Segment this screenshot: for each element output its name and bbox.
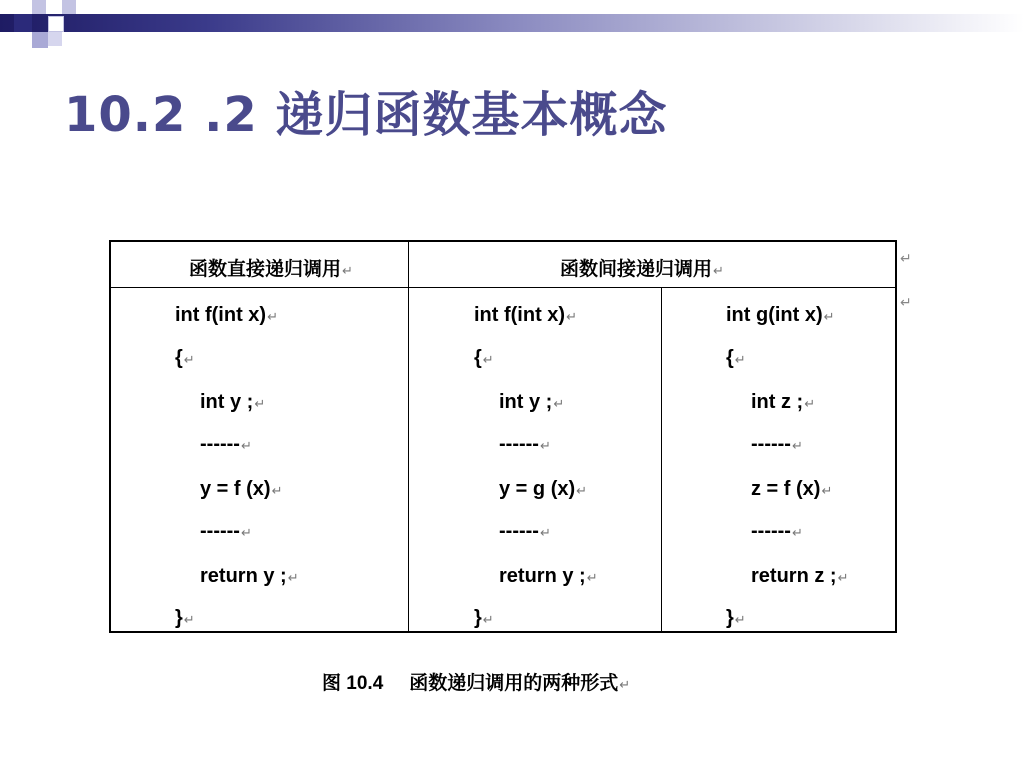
code-line: ------↵ xyxy=(499,520,551,542)
code-line: return y ;↵ xyxy=(499,565,598,587)
code-line: return y ;↵ xyxy=(200,565,299,587)
code-line: }↵ xyxy=(726,607,746,629)
decor-square-light xyxy=(62,0,76,14)
code-line: {↵ xyxy=(474,347,494,369)
code-line: y = g (x)↵ xyxy=(499,478,588,500)
recursion-figure-table xyxy=(109,240,897,633)
code-line: int f(int x)↵ xyxy=(175,304,278,326)
code-line: {↵ xyxy=(726,347,746,369)
code-line: int z ;↵ xyxy=(751,391,816,413)
code-line: return z ;↵ xyxy=(751,565,849,587)
decor-square-dark xyxy=(14,14,32,32)
page-title: 10.2 .2 递归函数基本概念 xyxy=(64,87,668,143)
code-line: int f(int x)↵ xyxy=(474,304,577,326)
figure-caption: 图 10.4 函数递归调用的两种形式↵ xyxy=(322,673,631,694)
code-line: z = f (x)↵ xyxy=(751,478,833,500)
return-mark: ↵ xyxy=(900,250,912,266)
code-line: ------↵ xyxy=(200,433,252,455)
table-divider xyxy=(111,287,895,288)
code-line: ------↵ xyxy=(751,520,803,542)
decor-square-light xyxy=(48,16,64,32)
code-line: ------↵ xyxy=(200,520,252,542)
decor-square-light xyxy=(32,0,46,14)
code-line: }↵ xyxy=(175,607,195,629)
code-line: int y ;↵ xyxy=(499,391,565,413)
code-line: ------↵ xyxy=(499,433,551,455)
decor-square-light xyxy=(32,32,48,48)
header-gradient-bar xyxy=(0,14,1024,32)
code-line: int g(int x)↵ xyxy=(726,304,835,326)
code-line: {↵ xyxy=(175,347,195,369)
decor-square-light xyxy=(48,32,62,46)
table-divider xyxy=(661,287,662,631)
code-line: int y ;↵ xyxy=(200,391,266,413)
header-indirect-recursion: 函数间接递归调用↵ xyxy=(560,259,724,280)
code-line: y = f (x)↵ xyxy=(200,478,283,500)
header-direct-recursion: 函数直接递归调用↵ xyxy=(189,259,353,280)
return-mark: ↵ xyxy=(900,294,912,310)
table-divider xyxy=(408,242,409,631)
code-line: }↵ xyxy=(474,607,494,629)
code-line: ------↵ xyxy=(751,433,803,455)
